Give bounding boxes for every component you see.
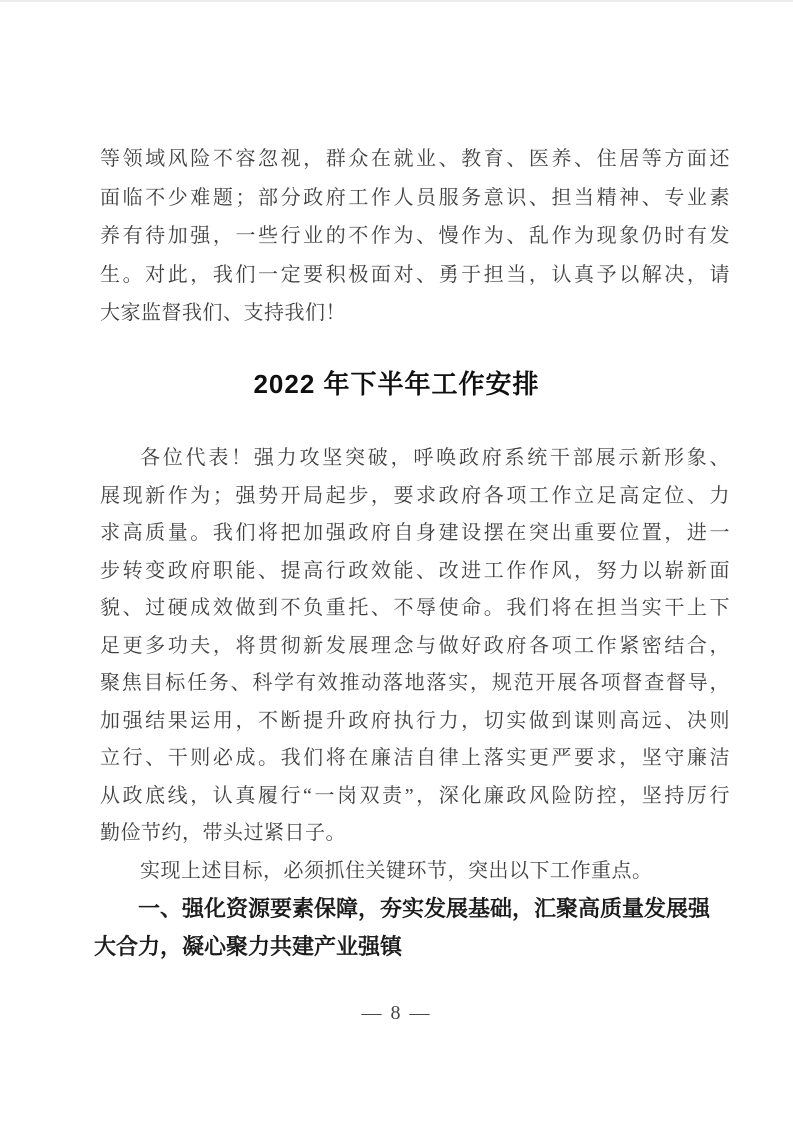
page-number (0, 1002, 793, 1025)
text-line: 从政底线，认真履行“一岗双责”，深化廉政风险防控，坚持厉行 (100, 784, 730, 807)
text-line: 求高质量。我们将把加强政府自身建设摆在突出重要位置，进一 (100, 522, 730, 544)
text-line: 展现新作为；强势开局起步，要求政府各项工作立足高定位、力 (100, 484, 730, 507)
paragraph-intro-continuation (100, 140, 730, 333)
text-line: 一、强化资源要素保障，夯实发展基础，汇聚高质量发展强 (138, 896, 711, 921)
text-line: 貌、过硬成效做到不负重托、不辱使命。我们将在担当实干上下 (100, 597, 730, 619)
section-title: 2022 年下半年工作安排 (253, 369, 540, 399)
text-line: 生。对此，我们一定要积极面对、勇于担当，认真予以解决，请 (100, 263, 730, 286)
heading-point-one (94, 890, 734, 966)
paragraph-work-plan (100, 440, 730, 853)
text-line: 养有待加强，一些行业的不作为、慢作为、乱作为现象仍时有发 (100, 225, 730, 247)
text-line: 各位代表！强力攻坚突破，呼唤政府系统干部展示新形象、 (140, 447, 730, 469)
text-line: 实现上述目标，必须抓住关键环节，突出以下工作重点。 (140, 860, 653, 882)
paragraph-transition (100, 853, 730, 891)
text-line: 面临不少难题；部分政府工作人员服务意识、担当精神、专业素 (100, 186, 730, 209)
text-line: 勤俭节约，带头过紧日子。 (100, 822, 346, 844)
text-line: 等领域风险不容忽视，群众在就业、教育、医养、住居等方面还 (100, 148, 730, 170)
text-line: 加强结果运用，不断提升政府执行力，切实做到谋则高远、决则 (100, 709, 730, 732)
text-line: 聚焦目标任务、科学有效推动落地落实，规范开展各项督查督导， (100, 672, 730, 694)
page-top-edge (0, 0, 793, 2)
text-line: 足更多功夫，将贯彻新发展理念与做好政府各项工作紧密结合， (100, 634, 730, 657)
page-number-label: — 8 — (361, 1002, 432, 1024)
text-line: 立行、干则必成。我们将在廉洁自律上落实更严要求，坚守廉洁 (100, 747, 730, 769)
text-line: 大合力，凝心聚力共建产业强镇 (94, 934, 403, 959)
text-line: 步转变政府职能、提高行政效能、改进工作作风，努力以崭新面 (100, 559, 730, 582)
text-line: 大家监督我们、支持我们！ (100, 302, 346, 324)
